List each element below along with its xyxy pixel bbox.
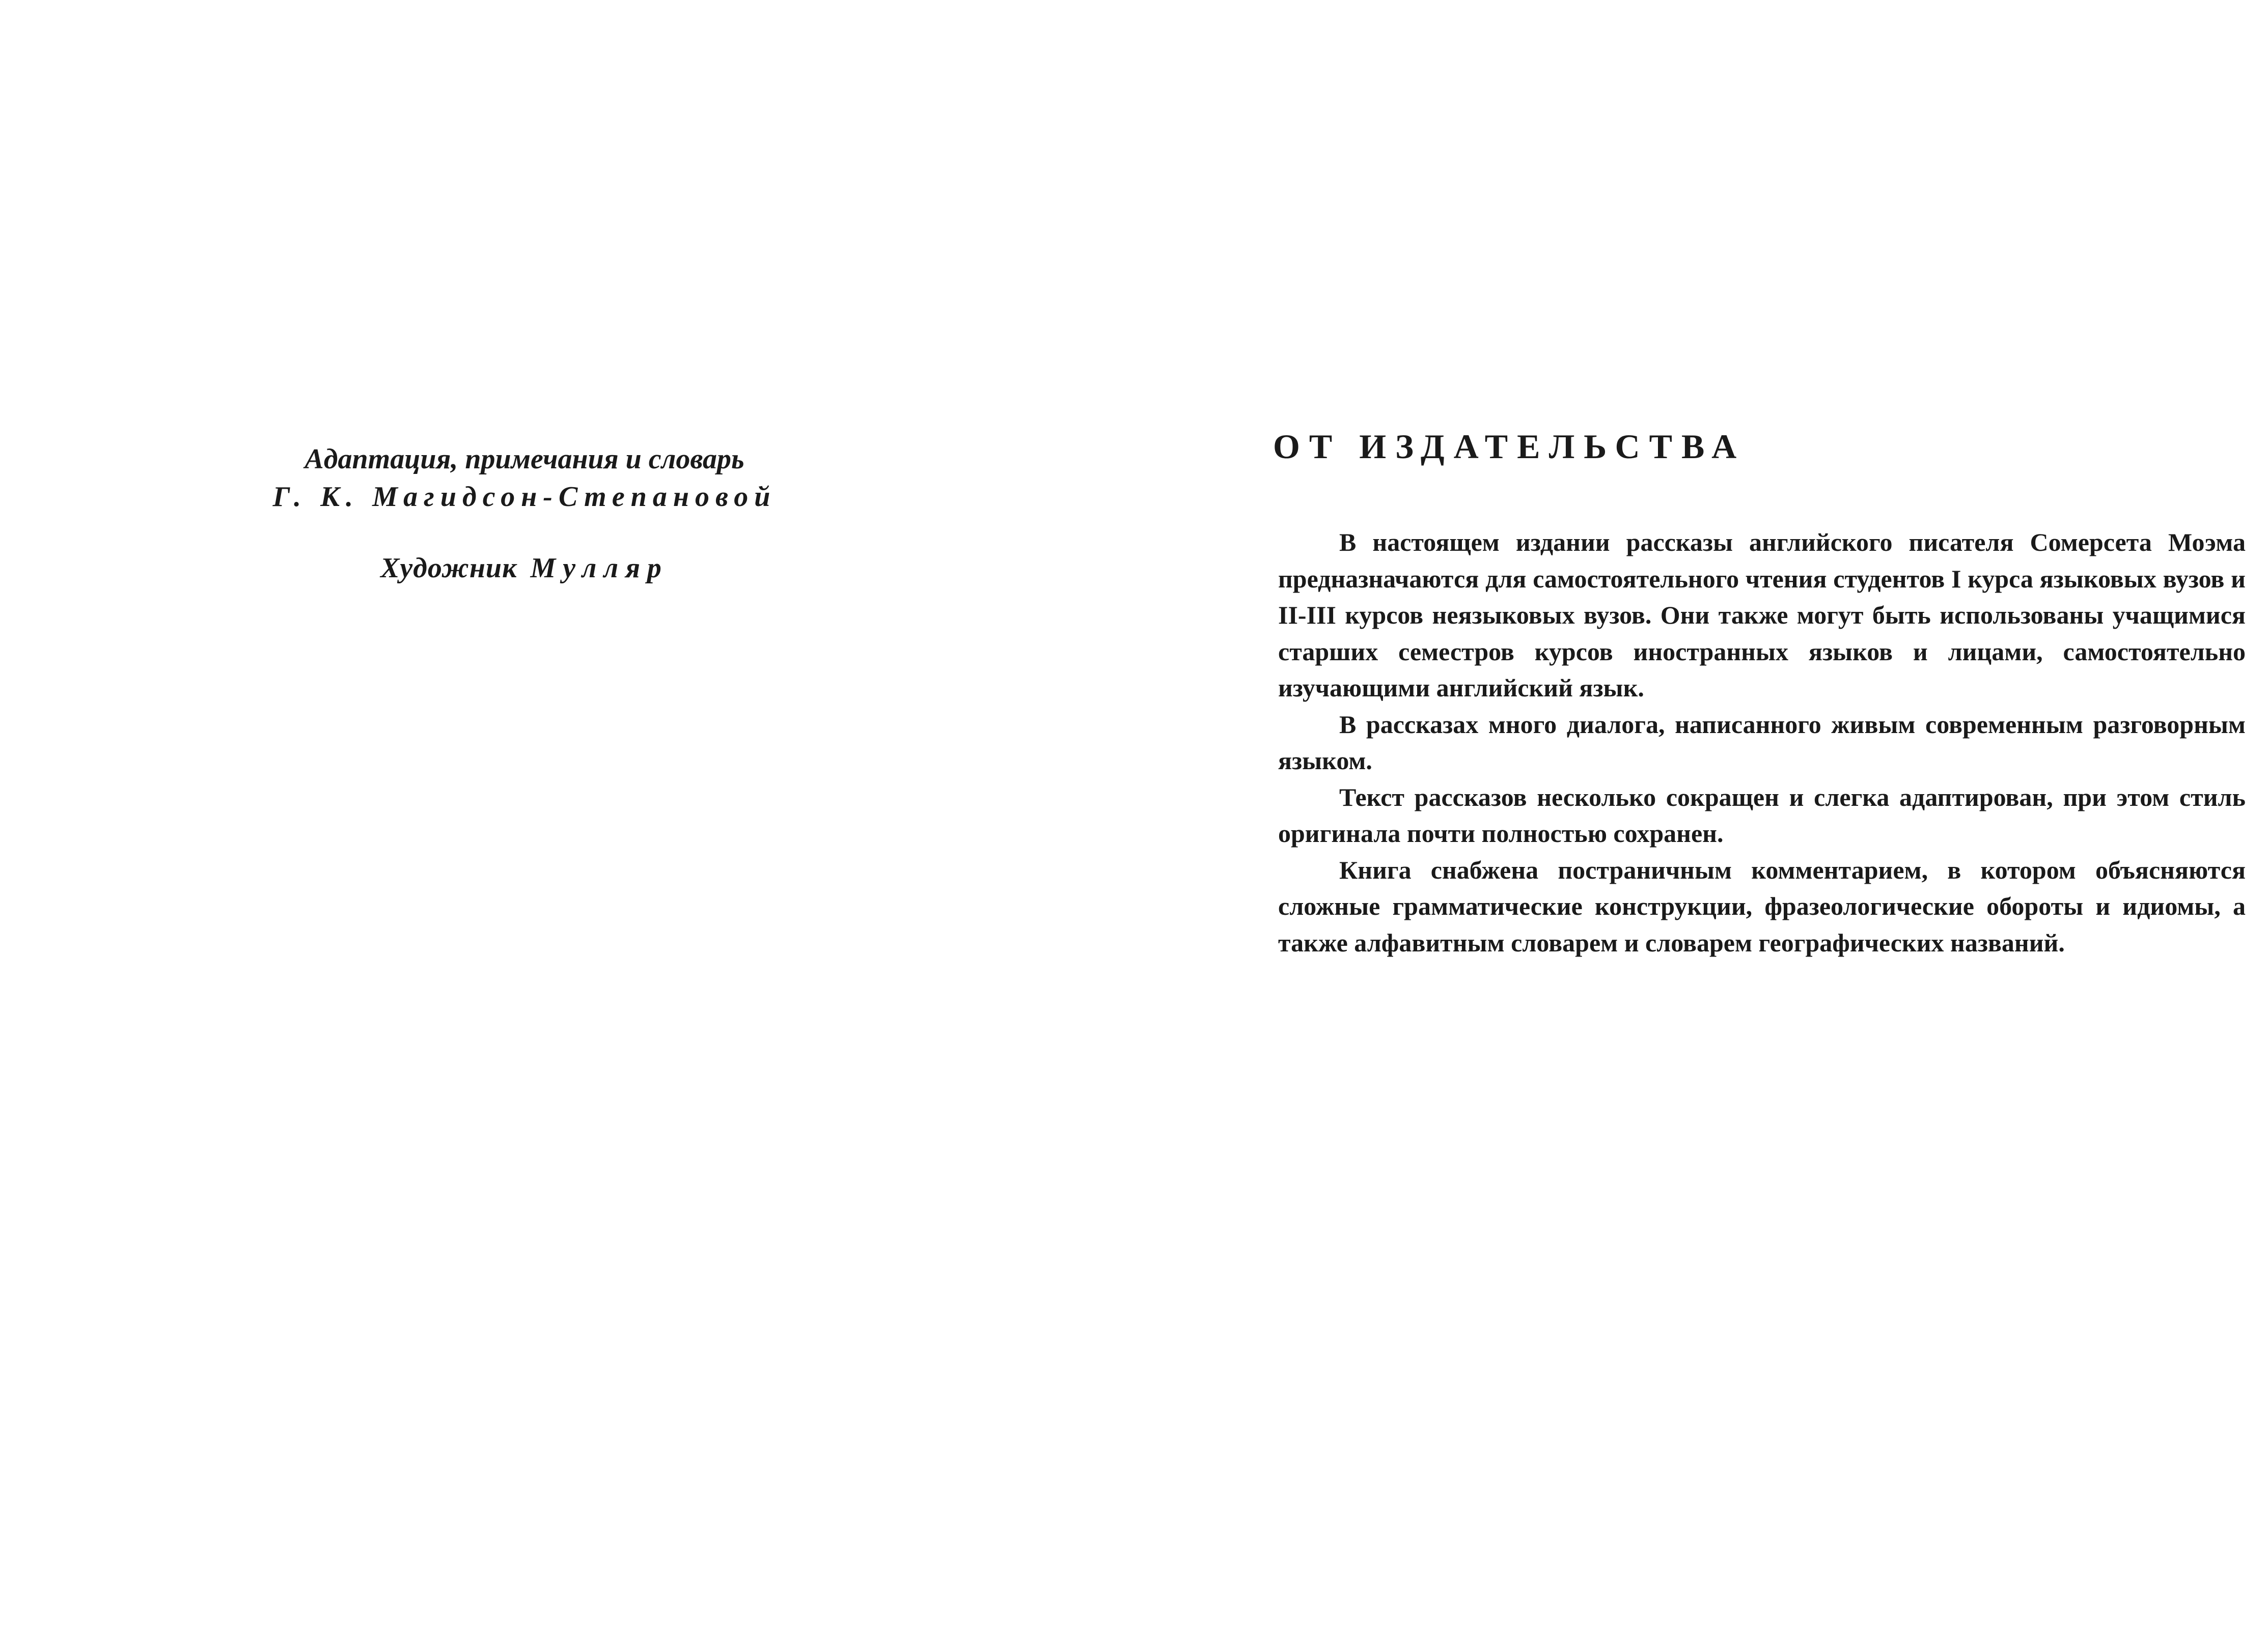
adaptation-credit-role: Адаптация, примечания и словарь (305, 443, 744, 475)
publisher-note-heading: ОТ ИЗДАТЕЛЬСТВА (1273, 427, 1746, 466)
adaptation-credit-name: Г. К. Магидсон-Степановой (272, 481, 777, 513)
illustrator-name: Мулляр (530, 552, 669, 584)
publisher-note-body (1278, 524, 2246, 961)
note-paragraph: В рассказах много диалога, написанного живым современным разговорным языком. (1278, 710, 2246, 775)
credits-block (244, 440, 805, 587)
right-page (1134, 0, 2268, 1631)
note-paragraph: В настоящем издании рассказы английского писателя Сомерсета Моэма предназначаются для самостоятельного чтения студентов I курса языковых вузов и II-III курсов неязыковых вузов. Они также могут быть использованы учащимися старших семестров курсов иностранных языков и лицами, самостоятельно изучающими английский язык. (1278, 528, 2246, 702)
illustrator-role: Художник (380, 552, 517, 584)
illustrator-credit (244, 549, 805, 587)
note-paragraph: Текст рассказов несколько сокращен и слегка адаптирован, при этом стиль оригинала почти полностью сохранен. (1278, 782, 2246, 848)
note-paragraph: Книга снабжена постраничным комментарием, в котором объясняются сложные грамматические конструкции, фразеологические обороты и идиомы, а также алфавитным словарем и словарем географических названий. (1278, 855, 2246, 957)
